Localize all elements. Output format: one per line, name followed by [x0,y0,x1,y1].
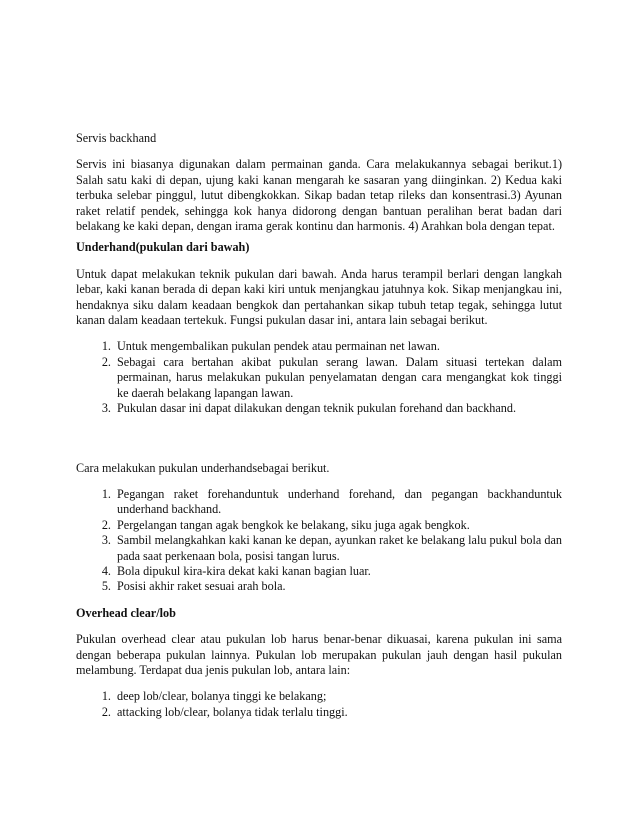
list-underhand-steps [76,487,562,595]
list-item: 1. deep lob/clear, bolanya tinggi ke belakang; [114,689,562,704]
list-lob-types [76,689,562,720]
blank-space [76,428,562,461]
list-item: 3. Sambil melangkahkan kaki kanan ke depan, ayunkan raket ke belakang lalu pukul bola dan pada saat perkenaan bola, posisi tangan lurus. [114,533,562,564]
heading-underhand: Underhand(pukulan dari bawah) [76,240,250,255]
list-item: 3. Pukulan dasar ini dapat dilakukan dengan teknik pukulan forehand dan backhand. [114,401,562,416]
heading-overhead-clear-lob: Overhead clear/lob [76,605,176,620]
list-item: 1. Untuk mengembalikan pukulan pendek atau permainan net lawan. [114,339,562,354]
list-item: 2. Sebagai cara bertahan akibat pukulan serang lawan. Dalam situasi tertekan dalam permainan, harus melakukan pukulan penyelamatan dengan cara mengangkat kok tinggi ke daerah belakang lapangan lawan. [114,355,562,401]
document-page [76,131,562,731]
paragraph-underhand-howto-intro: Cara melakukan pukulan underhandsebagai berikut. [76,460,330,475]
paragraph-servis-backhand: Servis ini biasanya digunakan dalam permainan ganda. Cara melakukannya sebagai berikut.1) Salah satu kaki di depan, ujung kaki kanan mengarah ke sasaran yang diinginkan. 2) Kedua kaki terbuka selebar pinggul, lutut dibengkokkan. Sikap badan tetap rileks dan konsentrasi.3) Ayunan raket relatif pendek, sehingga kok hanya didorong dengan bantuan peralihan berat badan dari belakang ke kaki depan, dengan irama gerak kontinu dan harmonis. 4) Arahkan bola dengan tepat. [76,157,562,234]
list-underhand-functions [76,339,562,416]
list-item: 5. Posisi akhir raket sesuai arah bola. [114,579,562,594]
list-item: 2. attacking lob/clear, bolanya tidak terlalu tinggi. [114,705,562,720]
list-item: 1. Pegangan raket forehanduntuk underhand forehand, dan pegangan backhanduntuk underhand backhand. [114,487,562,518]
list-item: 2. Pergelangan tangan agak bengkok ke belakang, siku juga agak bengkok. [114,518,562,533]
list-item: 4. Bola dipukul kira-kira dekat kaki kanan bagian luar. [114,564,562,579]
paragraph-overhead: Pukulan overhead clear atau pukulan lob harus benar-benar dikuasai, karena pukulan ini sama dengan beberapa pukulan lainnya. Pukulan lob merupakan pukulan jauh dengan hasil pukulan melambung. Terdapat dua jenis pukulan lob, antara lain: [76,632,562,677]
section-title-servis-backhand: Servis backhand [76,131,157,145]
paragraph-underhand: Untuk dapat melakukan teknik pukulan dari bawah. Anda harus terampil berlari dengan langkah lebar, kaki kanan berada di depan kaki kiri untuk menjangkau jatuhnya kok. Sikap menjangkau ini, hendaknya siku dalam keadaan bengkok dan pertahankan sikap tubuh tetap tegak, sehingga lutut kanan dalam keadaan tertekuk. Fungsi pukulan dasar ini, antara lain sebagai berikut. [76,266,562,328]
